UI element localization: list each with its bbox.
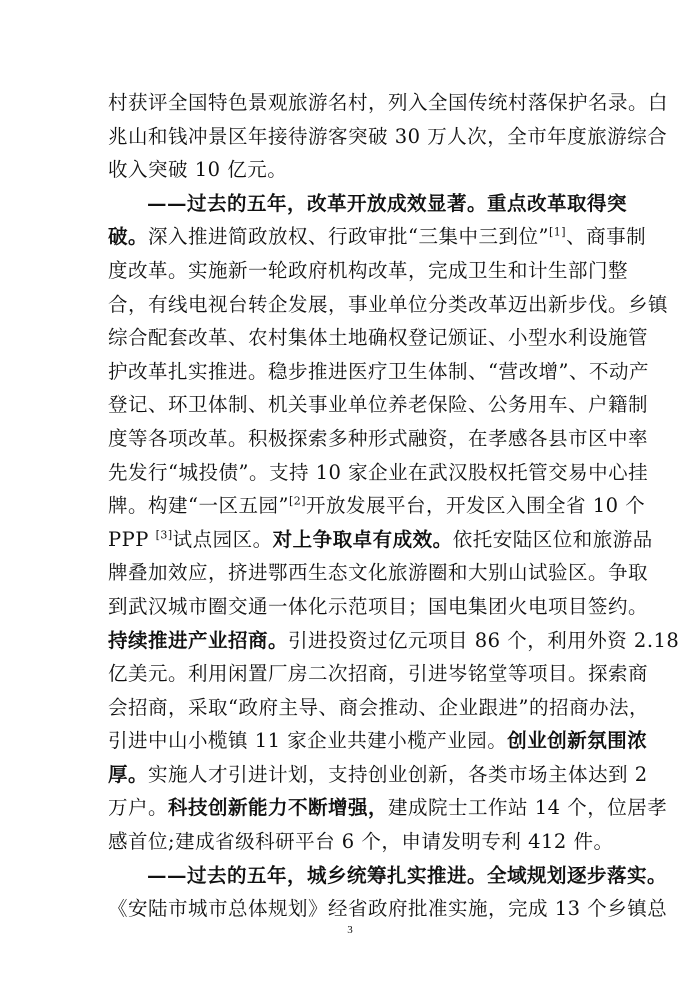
text-line (108, 422, 649, 456)
bold-text: 创业创新氛围浓 (507, 729, 648, 753)
text-run: 度改革。实施新一轮政府机构改革，完成卫生和计生部门整 (108, 258, 629, 282)
text-run: 兆山和钱冲景区年接待游客突破 30 万人次，全市年度旅游综合 (108, 124, 668, 148)
text-line (108, 859, 668, 893)
text-line (108, 758, 648, 792)
text-run: 感首位;建成省级科研平台 6 个，申请发明专利 412 件。 (108, 830, 614, 854)
text-run: 先发行“城投债”。支持 10 家企业在武汉股权托管交易中心挂 (108, 460, 649, 484)
bold-text: 对上争取卓有成效。 (272, 527, 453, 551)
text-run: PPP (108, 527, 156, 551)
text-run: 亿美元。利用闲置厂房二次招商，引进岑铭堂等项目。探索商 (108, 662, 649, 686)
text-line (108, 489, 646, 523)
text-run: 开放发展平台，开发区入围全省 10 个 (306, 494, 646, 518)
bold-text: ——过去的五年，改革开放成效显著。重点改革取得突 (147, 191, 628, 215)
text-line (108, 288, 669, 322)
text-line (108, 153, 602, 187)
page-number: 3 (347, 924, 353, 936)
text-line (108, 657, 649, 691)
text-run: 试点园区。 (172, 527, 273, 551)
text-line (108, 187, 628, 221)
text-line (108, 556, 649, 590)
text-run: 会招商，采取“政府主导、商会推动、企业跟进”的招商办法， (108, 695, 649, 719)
text-run: 万户。 (108, 796, 169, 820)
footnote-marker: [1] (548, 225, 567, 239)
text-line (108, 388, 649, 422)
text-line (108, 590, 649, 624)
bold-text: 持续推进产业招商。 (108, 628, 289, 652)
text-run: 深入推进简政放权、行政审批“三集中三到位” (148, 225, 549, 249)
bold-text: ——过去的五年，城乡统筹扎实推进。全域规划逐步落实。 (147, 863, 668, 887)
text-line (108, 892, 668, 926)
text-run: 牌。构建“一区五园” (108, 494, 289, 518)
text-run: 引进投资过亿元项目 86 个，利用外资 2.18 (288, 628, 680, 652)
text-line (108, 825, 614, 859)
text-line (108, 624, 680, 658)
text-line (108, 355, 649, 389)
text-run: 实施人才引进计划，支持创业创新，各类市场主体达到 2 (148, 762, 648, 786)
text-run: 收入突破 10 亿元。 (108, 158, 288, 182)
bold-text: 厚。 (108, 762, 149, 786)
text-line (108, 724, 648, 758)
footnote-marker: [3] (155, 528, 173, 542)
text-line (108, 691, 649, 725)
text-run: 村获评全国特色景观旅游名村，列入全国传统村落保护名录。白 (108, 91, 669, 114)
text-run: 《安陆市城市总体规划》经省政府批准实施，完成 13 个乡镇总 (108, 897, 668, 921)
text-run: 到武汉城市圈交通一体化示范项目；国电集团火电项目签约。 (108, 594, 649, 618)
text-line (108, 791, 668, 825)
text-line (108, 86, 669, 120)
text-line (108, 523, 653, 557)
footnote-marker: [2] (288, 494, 307, 508)
text-line (108, 321, 649, 355)
bold-text: 破。 (108, 225, 149, 249)
text-run: 护改革扎实推进。稳步推进医疗卫生体制、“营改增”、不动产 (108, 359, 649, 383)
text-line (108, 220, 647, 254)
bold-text: 科技创新能力不断增强， (168, 796, 389, 820)
text-run: 综合配套改革、农村集体土地确权登记颁证、小型水利设施管 (108, 326, 649, 350)
text-run: 引进中山小榄镇 11 家企业共建小榄产业园。 (108, 729, 508, 753)
text-line (108, 254, 629, 288)
text-run: 登记、环卫体制、机关事业单位养老保险、公务用车、户籍制 (108, 393, 649, 417)
text-line (108, 456, 649, 490)
text-run: 合，有线电视台转企发展，事业单位分类改革迈出新步伐。乡镇 (108, 292, 669, 316)
text-run: 度等各项改革。积极探索多种形式融资，在孝感各县市区中率 (108, 426, 649, 450)
text-run: 建成院士工作站 14 个，位居孝 (388, 796, 668, 820)
text-run: 、商事制 (566, 225, 647, 249)
body-text (108, 86, 680, 926)
text-run: 牌叠加效应，挤进鄂西生态文化旅游圈和大别山试验区。争取 (108, 561, 649, 585)
text-run: 依托安陆区位和旅游品 (452, 527, 653, 551)
text-line (108, 120, 668, 154)
